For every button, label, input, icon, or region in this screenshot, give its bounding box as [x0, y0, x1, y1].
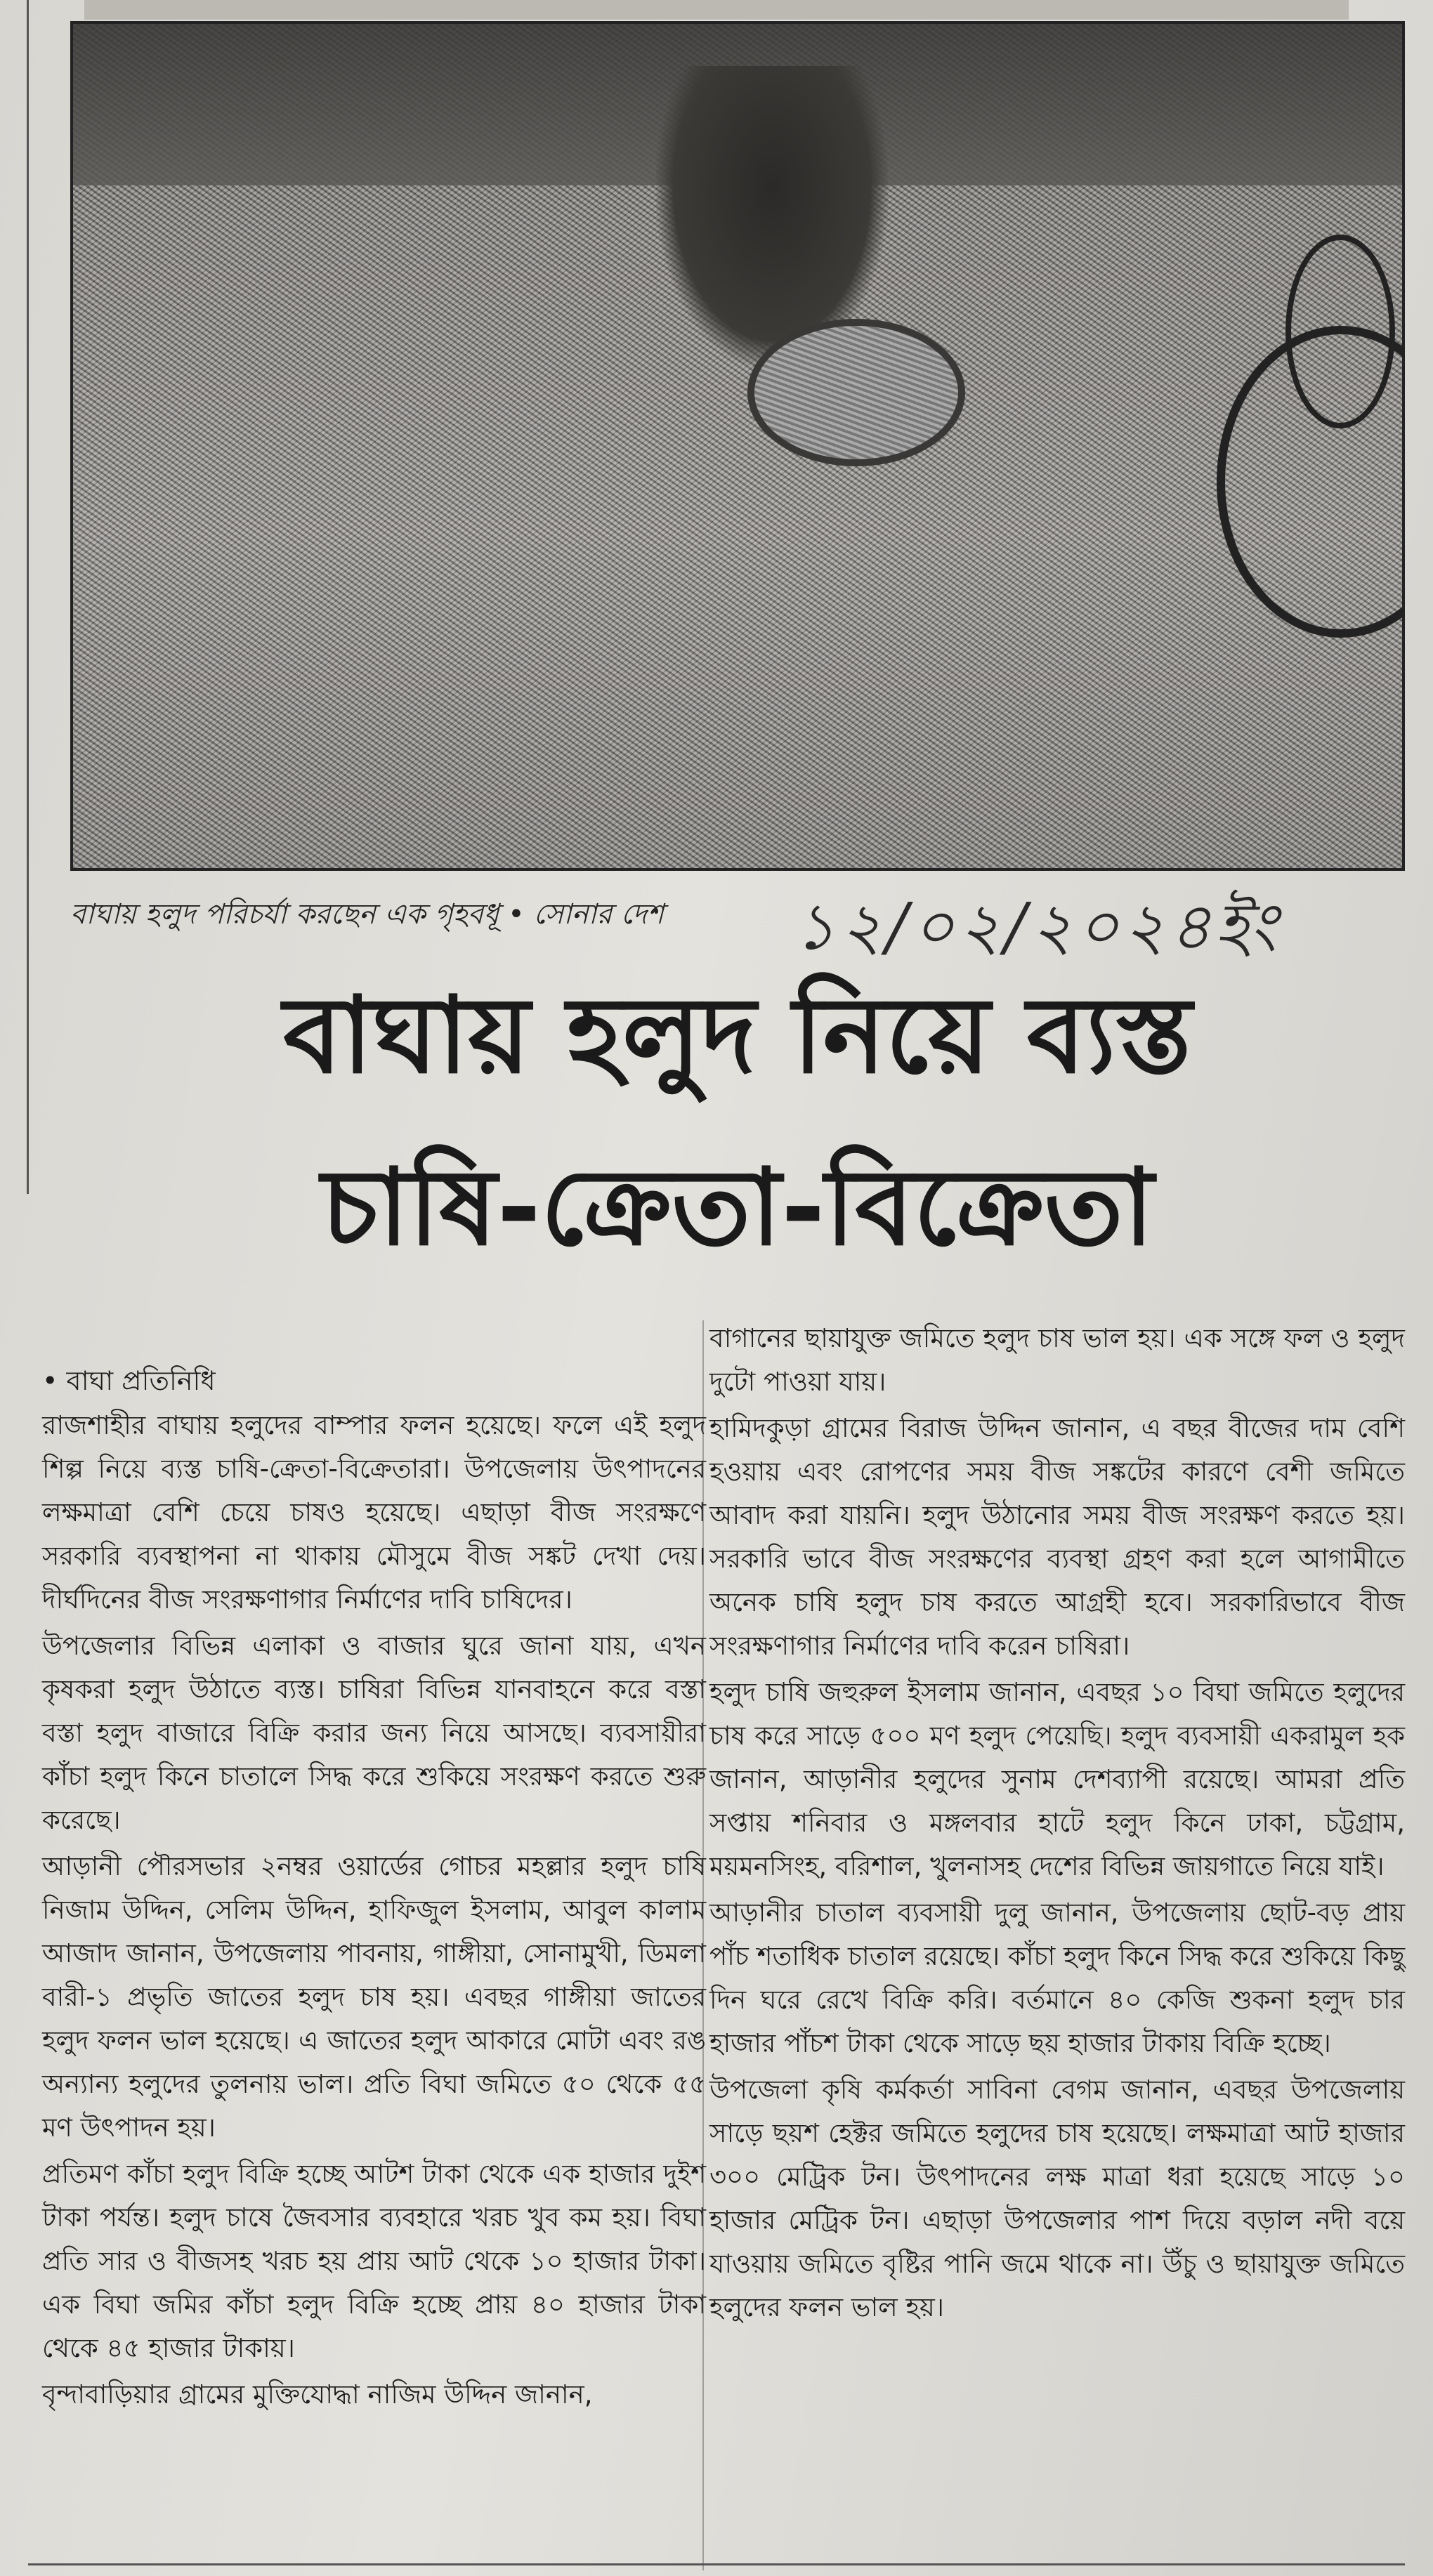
byline: • বাঘা প্রতিনিধি — [42, 1365, 216, 1396]
left-margin-rule — [27, 0, 29, 1194]
top-strip — [84, 0, 1349, 20]
headline — [56, 955, 1419, 1292]
photo-caption: বাঘায় হলুদ পরিচর্যা করছেন এক গৃহবধূ • সোনার দেশ — [70, 898, 664, 931]
paragraph: প্রতিমণ কাঁচা হলুদ বিক্রি হচ্ছে আটশ টাকা থেকে এক হাজার দুইশ টাকা পর্যন্ত। হলুদ চাষে জৈবসার ব্যবহারে খরচ খুব কম হয়। বিঘা প্রতি সার ও বীজসহ খরচ হয় প্রায় আট থেকে ১০ হাজার টাকা। এক বিঘা জমির কাঁচা হলুদ বিক্রি হচ্ছে প্রায় ৪০ হাজার টাকা থেকে ৪৫ হাজার টাকায়। — [42, 2159, 706, 2363]
article-column-left — [42, 1359, 706, 2419]
bottom-rule — [28, 2563, 1405, 2565]
paragraph: উপজেলার বিভিন্ন এলাকা ও বাজার ঘুরে জানা যায়, এখন কৃষকরা হলুদ উঠাতে ব্যস্ত। চাষিরা বিভিন্ন যানবাহনে করে বস্তা বস্তা হলুদ বাজারে বিক্রি করার জন্য নিয়ে আসছে। ব্যবসায়ীরা কাঁচা হলুদ কিনে চাতালে সিদ্ধ করে শুকিয়ে সংরক্ষণ করতে শুরু করেছে। — [42, 1631, 706, 1835]
paragraph: উপজেলা কৃষি কর্মকর্তা সাবিনা বেগম জানান, এবছর উপজেলায় সাড়ে ছয়শ হেক্টর জমিতে হলুদের চাষ হয়েছে। লক্ষমাত্রা আট হাজার ৩০০ মেট্রিক টন। উৎপাদনের লক্ষ মাত্রা ধরা হয়েছে সাড়ে ১০ হাজার মেট্রিক টন। এছাড়া উপজেলার পাশ দিয়ে বড়াল নদী বয়ে যাওয়ায় জমিতে বৃষ্টির পানি জমে থাকে না। উঁচু ও ছায়াযুক্ত জমিতে হলুদের ফলন ভাল হয়। — [709, 2075, 1405, 2322]
headline-line-1: বাঘায় হলুদ নিয়ে ব্যস্ত — [283, 975, 1192, 1097]
photo-wheel — [1217, 326, 1405, 638]
news-photo — [70, 21, 1405, 871]
article-column-right — [709, 1317, 1405, 2332]
handwritten-date: ১২/০২/২০২৪ইং — [794, 889, 1281, 964]
caption-row — [70, 876, 1419, 964]
paragraph: রাজশাহীর বাঘায় হলুদের বাম্পার ফলন হয়েছে। ফলে এই হলুদ শিল্প নিয়ে ব্যস্ত চাষি-ক্রেতা-বিক্রেতারা। উপজেলায় উৎপাদনের লক্ষমাত্রা বেশি চেয়ে চাষও হয়েছে। এছাড়া বীজ সংরক্ষণে সরকারি ব্যবস্থাপনা না থাকায় মৌসুমে বীজ সঙ্কট দেখা দেয়। দীর্ঘদিনের বীজ সংরক্ষণাগার নির্মাণের দাবি চাষিদের। — [42, 1410, 706, 1615]
paragraph: বৃন্দাবাড়িয়ার গ্রামের মুক্তিযোদ্ধা নাজিম উদ্দিন জানান, — [42, 2379, 593, 2410]
paragraph: আড়ানী পৌরসভার ২নম্বর ওয়ার্ডের গোচর মহল্লার হলুদ চাষি নিজাম উদ্দিন, সেলিম উদ্দিন, হাফিজুল ইসলাম, আবুল কালাম আজাদ জানান, উপজেলায় পাবনায়, গাঙ্গীয়া, সোনামুখী, ডিমলা বারী-১ প্রভৃতি জাতের হলুদ চাষ হয়। এবছর গাঙ্গীয়া জাতের হলুদ ফলন ভাল হয়েছে। এ জাতের হলুদ আকারে মোটা এবং রঙ অন্যান্য হলুদের তুলনায় ভাল। প্রতি বিঘা জমিতে ৫০ থেকে ৫৫ মণ উৎপাদন হয়। — [42, 1851, 706, 2143]
paragraph: হলুদ চাষি জহুরুল ইসলাম জানান, এবছর ১০ বিঘা জমিতে হলুদের চাষ করে সাড়ে ৫০০ মণ হলুদ পেয়েছি। হলুদ ব্যবসায়ী একরামুল হক জানান, আড়ানীর হলুদের সুনাম দেশব্যাপী রয়েছে। আমরা প্রতি সপ্তায় শনিবার ও মঙ্গলবার হাটে হলুদ কিনে ঢাকা, চট্টগ্রাম, ময়মনসিংহ, বরিশাল, খুলনাসহ দেশের বিভিন্ন জায়গাতে নিয়ে যাই। — [709, 1677, 1405, 1881]
paragraph: বাগানের ছায়াযুক্ত জমিতে হলুদ চাষ ভাল হয়। এক সঙ্গে ফল ও হলুদ দুটো পাওয়া যায়। — [709, 1323, 1405, 1397]
column-divider — [702, 1320, 704, 2570]
paragraph: আড়ানীর চাতাল ব্যবসায়ী দুলু জানান, উপজেলায় ছোট-বড় প্রায় পাঁচ শতাধিক চাতাল রয়েছে। কাঁচা হলুদ কিনে সিদ্ধ করে শুকিয়ে কিছু দিন ঘরে রেখে বিক্রি করি। বর্তমানে ৪০ কেজি শুকনা হলুদ চার হাজার পাঁচশ টাকা থেকে সাড়ে ছয় হাজার টাকায় বিক্রি হচ্ছে। — [709, 1898, 1405, 2058]
headline-line-2: চাষি-ক্রেতা-বিক্রেতা — [321, 1147, 1154, 1269]
photo-basket — [747, 319, 965, 466]
paragraph: হামিদকুড়া গ্রামের বিরাজ উদ্দিন জানান, এ বছর বীজের দাম বেশি হওয়ায় এবং রোপণের সময় বীজ সঙ্কটের কারণে বেশী জমিতে আবাদ করা যায়নি। হলুদ উঠানোর সময় বীজ সংরক্ষণ করতে হয়। সরকারি ভাবে বীজ সংরক্ষণের ব্যবস্থা গ্রহণ করা হলে আগামীতে অনেক চাষি হলুদ চাষ করতে আগ্রহী হবে। সরকারিভাবে বীজ সংরক্ষণাগার নির্মাণের দাবি করেন চাষিরা। — [709, 1413, 1405, 1661]
